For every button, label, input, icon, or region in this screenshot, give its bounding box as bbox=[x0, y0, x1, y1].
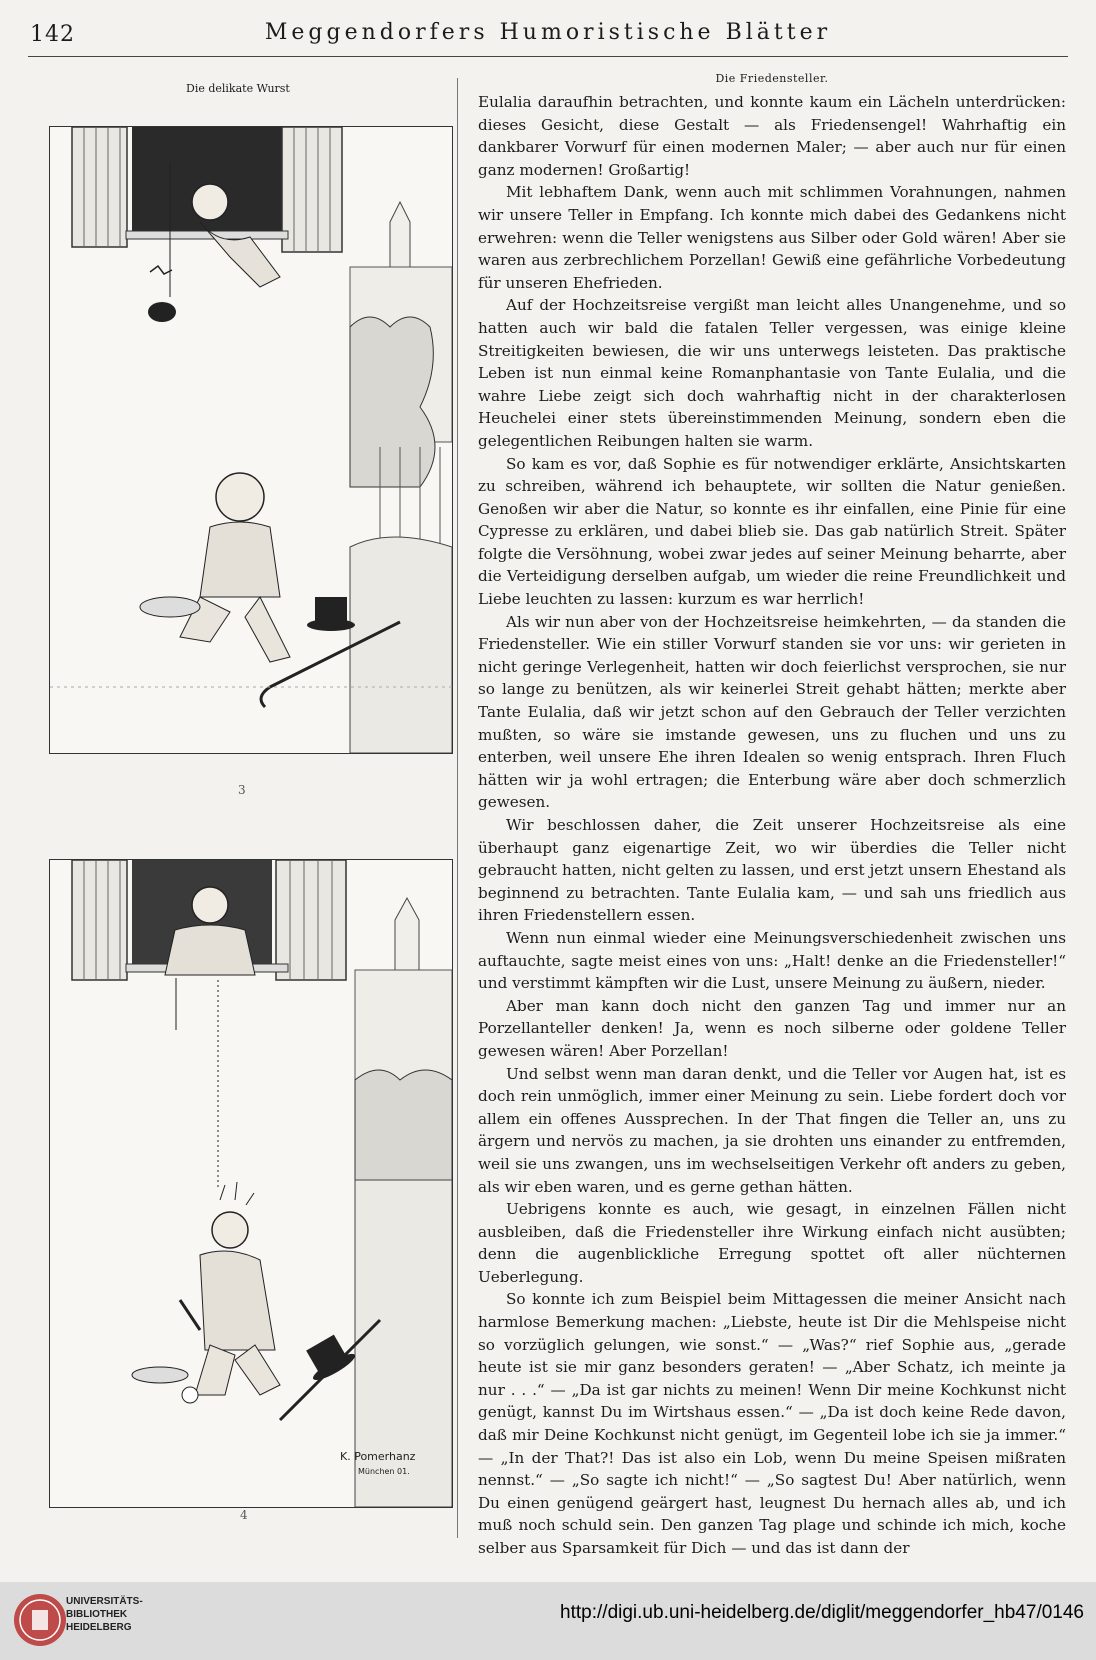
cartoon-title: Die delikate Wurst bbox=[186, 82, 290, 95]
article-paragraph: Als wir nun aber von der Hochzeitsreise heimkehrten, — da standen die Friedensteller. Wie ein stiller Vorwurf standen sie vor uns: wir gerieten in nicht geringe Verlegenheit, hatten wir doch feierlichst versprochen, sie nur so lange zu benützen, als wir keinerlei Streit gehabt hätten; merkte aber Tante Eulalia, daß wir jetzt schon auf den Gebrauch der Teller verzichten mußten, so wäre sie imstande gewesen, uns zu fluchen und uns zu enterben, weil unsere Ehe ihren Idealen so wenig entsprach. Ihren Fluch hätten wir ja wohl ertragen; die Enterbung wäre aber doch schmerzlich gewesen. bbox=[478, 612, 1066, 812]
article-paragraph: Wenn nun einmal wieder eine Meinungsverschiedenheit zwischen uns auftauchte, sagte meist eines von uns: „Halt! denke an die Friedensteller!“ und verstimmt kämpften wir die Lust, unsere Meinung zu äußern, nieder. bbox=[478, 928, 1066, 993]
column-divider bbox=[457, 78, 458, 1538]
header-rule bbox=[28, 56, 1068, 57]
panel-number-3: 3 bbox=[238, 783, 246, 797]
cartoon-drawing-4 bbox=[50, 860, 452, 1507]
article-paragraph: Eulalia daraufhin betrachten, und konnte kaum ein Lächeln unterdrücken: dieses Gesicht, diese Gestalt — als Friedensengel! Wahrhaftig ein dankbarer Vorwurf für einen modernen Maler; — aber auch nur für einen ganz modernen! Großartig! bbox=[478, 93, 1066, 179]
cartoon-panel-3 bbox=[49, 126, 453, 754]
cartoon-panel-4 bbox=[49, 859, 453, 1508]
journal-title: Meggendorfers Humoristische Blätter bbox=[264, 20, 832, 45]
footer-bar bbox=[0, 1582, 1096, 1660]
article-paragraph: Uebrigens konnte es auch, wie gesagt, in einzelnen Fällen nicht ausbleiben, daß die Friedensteller ihre Wirkung einfach nicht ausübten; denn die augenblickliche Erregung spottet oft aller nüchternen Ueberlegung. bbox=[478, 1200, 1066, 1286]
article-column bbox=[478, 72, 1066, 1560]
article-title: Die Friedensteller. bbox=[715, 72, 829, 85]
page-number: 142 bbox=[30, 22, 75, 47]
article-paragraph: Wir beschlossen daher, die Zeit unserer Hochzeitsreise als eine überhaupt ganz eigenartige Zeit, wo wir überdies die Teller nicht gebraucht hatten, nicht gelten zu lassen, und erst jetzt unsern Ehestand als beginnend zu betrachten. Tante Eulalia kam, — und sah uns friedlich aus ihren Friedenstellern essen. bbox=[478, 816, 1066, 925]
panel-number-4: 4 bbox=[240, 1508, 248, 1522]
article-paragraph: Auf der Hochzeitsreise vergißt man leicht alles Unangenehme, und so hatten auch wir bald die fatalen Teller vergessen, was einige kleine Streitigkeiten bewiesen, die wir uns unterwegs leisteten. Das praktische Leben ist nun einmal keine Romanphantasie von Tante Eulalia, und die wahre Liebe zeigt sich doch wahrhaftig nicht in der charakterlosen Heuchelei einer stets übereinstimmenden Meinung, sondern eben die gelegentlichen Reibungen halten sie warm. bbox=[478, 296, 1066, 450]
institution-name: UNIVERSITÄTS- BIBLIOTHEK HEIDELBERG bbox=[66, 1596, 143, 1633]
cartoon-drawing-3 bbox=[50, 127, 452, 753]
article-paragraph: So kam es vor, daß Sophie es für notwendiger erklärte, Ansichtskarten zu schreiben, während ich behauptete, wir sollten die Natur genießen. Genoßen wir aber die Natur, so konnte es ihr einfallen, eine Pinie für eine Cypresse zu erklären, und dabei blieb sie. Das gab natürlich Streit. Später folgte die Versöhnung, wobei zwar jedes auf seiner Meinung beharrte, aber die Verteidigung derselben aufgab, um wieder die reine Freundlichkeit und Liebe leuchten zu lassen: kurzum es war herrlich! bbox=[478, 454, 1066, 609]
article-paragraph: Aber man kann doch nicht den ganzen Tag und immer nur an Porzellanteller denken! Ja, wenn es noch silberne oder goldene Teller gewesen wären! Aber Porzellan! bbox=[478, 996, 1066, 1060]
artist-signature: K. Pomerhanz bbox=[340, 1450, 416, 1463]
article-paragraph: Und selbst wenn man daran denkt, und die Teller vor Augen hat, ist es doch rein unmöglich, immer einer Meinung zu sein. Liebe fordert doch vor allem ein offenes Aussprechen. In der That fingen die Teller an, uns zu ärgern und nervös zu machen, ja sie drohten uns einander zu entfremden, weil sie uns zwangen, uns im wechselseitigen Verkehr oft anders zu geben, als wir eben waren, und es gerne gethan hätten. bbox=[478, 1064, 1066, 1196]
university-seal-icon bbox=[12, 1590, 68, 1650]
source-url[interactable]: http://digi.ub.uni-heidelberg.de/diglit/meggendorfer_hb47/0146 bbox=[560, 1602, 1084, 1623]
article-paragraph: Mit lebhaftem Dank, wenn auch mit schlimmen Vorahnungen, nahmen wir unsere Teller in Empfang. Ich konnte mich dabei des Gedankens nicht erwehren: wenn die Teller wenigstens aus Silber oder Gold wären! Aber sie waren aus zerbrechlichem Porzellan! Gewiß eine gefährliche Vorbedeutung für unseren Ehefrieden. bbox=[478, 183, 1066, 292]
article-paragraph: So konnte ich zum Beispiel beim Mittagessen die meiner Ansicht nach harmlose Bemerkung machen: „Liebste, heute ist Dir die Mehlspeise nicht so vorzüglich gelungen, wie sonst.“ — „Was?“ rief Sophie aus, „gerade heute ist sie mir ganz besonders geraten! — „Aber Schatz, ich meinte ja nur . . .“ — „Da ist gar nichts zu meinen! Wenn Dir meine Kochkunst nicht genügt, kannst Du im Wirtshaus essen.“ — „Da ist doch keine Rede davon, daß mir Deine Kochkunst nicht genügt, im Gegenteil lobe ich sie ja immer.“ — „In der That?! Das ist also ein Lob, wenn Du meine Speisen mißraten nennst.“ — „So sagte ich nicht!“ — „So sagtest Du! Aber natürlich, wenn Du einen genügend geärgert hast, leugnest Du hernach alles ab, und ich muß noch schuld sein. Den ganzen Tag plage und schinde ich mich, koche selber aus Sparsamkeit für Dich — und das ist dann der bbox=[478, 1290, 1066, 1557]
artist-signature-place: München 01. bbox=[358, 1467, 410, 1476]
